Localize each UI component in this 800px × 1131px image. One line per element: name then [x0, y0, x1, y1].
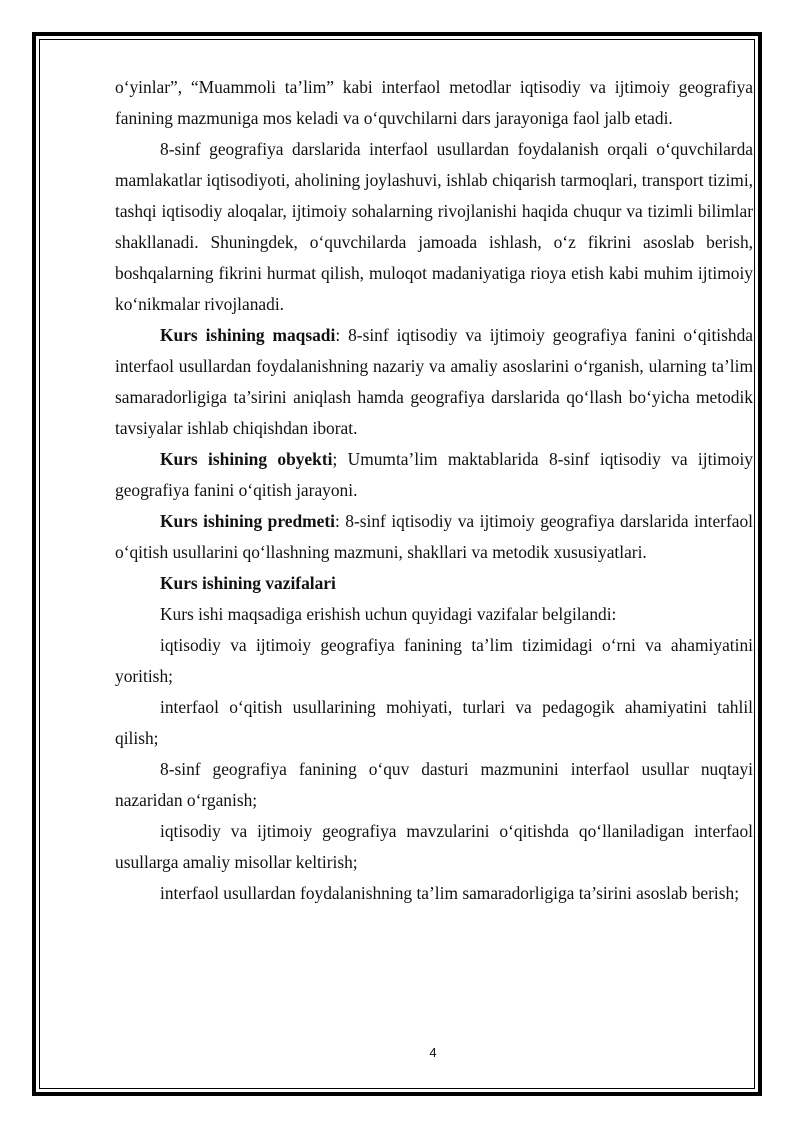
paragraph-course-goal [115, 320, 753, 444]
course-subject-text: : 8-sinf iqtisodiy va ijtimoiy geografiya darslarida interfaol o‘qitish usullarini qo‘llashning mazmuni, shakllari va metodik xususiyatlari. [115, 511, 753, 562]
course-tasks-intro: Kurs ishi maqsadiga erishish uchun quyidagi vazifalar belgilandi: [160, 604, 617, 624]
course-object-label: Kurs ishining obyekti [160, 449, 333, 469]
course-tasks-heading: Kurs ishining vazifalari [160, 573, 336, 593]
task-item: interfaol usullardan foydalanishning ta’lim samaradorligiga ta’sirini asoslab berish; [160, 883, 740, 903]
course-object-text: ; Umumta’lim maktablarida 8-sinf iqtisodiy va ijtimoiy geografiya fanini o‘qitish jarayoni. [115, 449, 753, 500]
paragraph-intro-continuation: o‘yinlar”, “Muammoli ta’lim” kabi interfaol metodlar iqtisodiy va ijtimoiy geografiya fanining mazmuniga mos keladi va o‘quvchilarni dars jarayoniga faol jalb etadi. [115, 77, 753, 128]
task-item: iqtisodiy va ijtimoiy geografiya fanining ta’lim tizimidagi o‘rni va ahamiyatini yoritish; [115, 635, 753, 686]
paragraph-course-object [115, 444, 753, 506]
document-body [115, 72, 753, 909]
course-subject-label: Kurs ishining predmeti [160, 511, 335, 531]
task-item: iqtisodiy va ijtimoiy geografiya mavzularini o‘qitishda qo‘llaniladigan interfaol usullarga amaliy misollar keltirish; [115, 821, 753, 872]
course-goal-text: : 8-sinf iqtisodiy va ijtimoiy geografiya fanini o‘qitishda interfaol usullardan foydalanishning nazariy va amaliy asoslarini o‘rganish, ularning ta’lim samaradorligiga ta’sirini aniqlash hamda geografiya darslarida qo‘llash bo‘yicha metodik tavsiyalar ishlab chiqishdan iborat. [115, 325, 753, 438]
task-item: interfaol o‘qitish usullarining mohiyati, turlari va pedagogik ahamiyatini tahlil qilish; [115, 697, 753, 748]
page-number: 4 [429, 1045, 437, 1060]
course-goal-label: Kurs ishining maqsadi [160, 325, 336, 345]
paragraph-interactive-methods: 8-sinf geografiya darslarida interfaol usullardan foydalanish orqali o‘quvchilarda mamlakatlar iqtisodiyoti, aholining joylashuvi, ishlab chiqarish tarmoqlari, transport tizimi, tashqi iqtisodiy aloqalar, ijtimoiy sohalarning rivojlanishi haqida chuqur va tizimli bilimlar shakllanadi. Shuningdek, o‘quvchilarda jamoada ishlash, o‘z fikrini asoslab berish, boshqalarning fikrini hurmat qilish, muloqot madaniyatiga rioya etish kabi muhim ijtimoiy ko‘nikmalar rivojlanadi. [115, 139, 753, 314]
task-item: 8-sinf geografiya fanining o‘quv dasturi mazmunini interfaol usullar nuqtayi nazaridan o‘rganish; [115, 759, 753, 810]
paragraph-course-subject [115, 506, 753, 568]
